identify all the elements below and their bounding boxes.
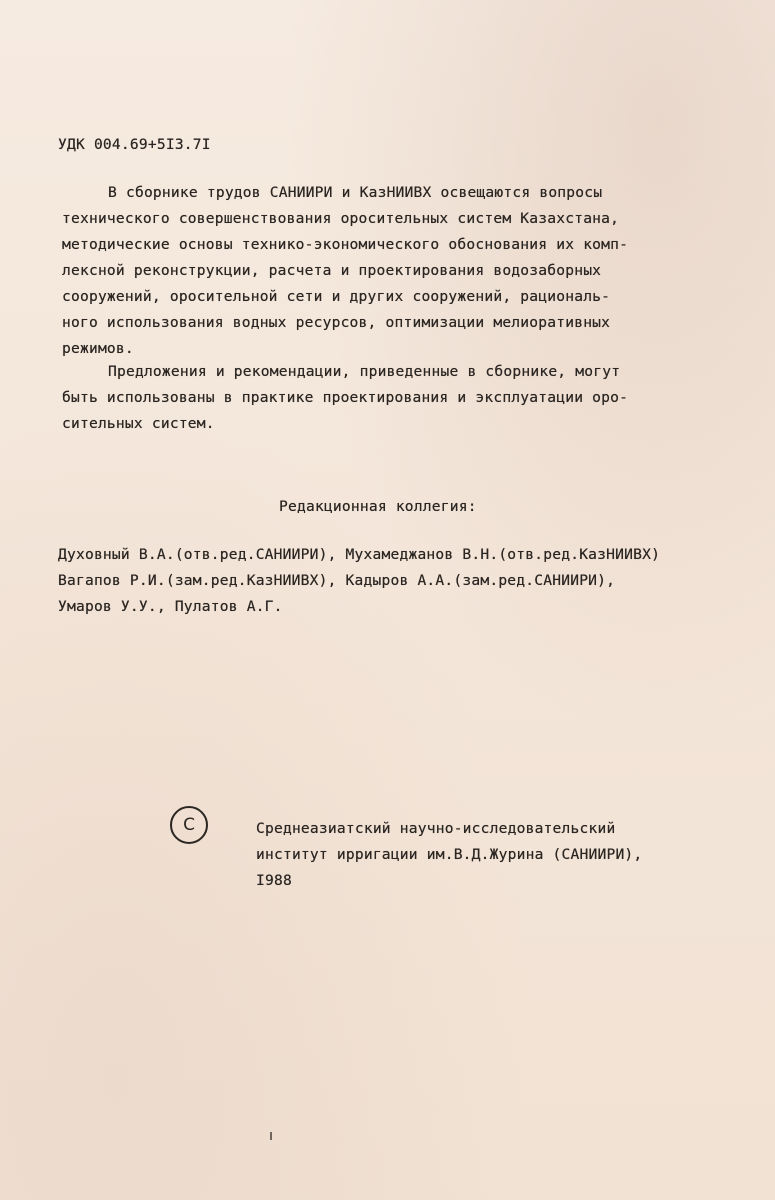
abstract-line: сительных систем. xyxy=(62,415,215,432)
abstract-line: методические основы технико-экономического обоснования их комп- xyxy=(62,236,629,253)
abstract-line: быть использованы в практике проектирования и эксплуатации оро- xyxy=(62,389,629,406)
publisher-block xyxy=(256,816,642,894)
abstract-line: В сборнике трудов САНИИРИ и КазНИИВХ освещаются вопросы xyxy=(108,184,603,201)
editor-line: Умаров У.У., Пулатов А.Г. xyxy=(58,598,283,615)
editorial-board-members xyxy=(58,542,660,620)
abstract-line: Предложения и рекомендации, приведенные в сборнике, могут xyxy=(108,363,621,380)
abstract-line: лексной реконструкции, расчета и проектирования водозаборных xyxy=(62,262,602,279)
udc-code: УДК 004.69+5I3.7I xyxy=(58,136,211,153)
publisher-line: Среднеазиатский научно-исследовательский xyxy=(256,820,616,837)
abstract-line: сооружений, оросительной сети и других сооружений, рациональ- xyxy=(62,288,611,305)
abstract-paragraph-1 xyxy=(62,180,722,362)
publisher-year: I988 xyxy=(256,872,292,889)
editor-line: Духовный В.А.(отв.ред.САНИИРИ), Мухамеджанов В.Н.(отв.ред.КазНИИВХ) xyxy=(58,546,661,563)
abstract-paragraph-2 xyxy=(62,359,722,437)
publisher-line: институт ирригации им.В.Д.Журина (САНИИРИ), xyxy=(256,846,643,863)
abstract-line: режимов. xyxy=(62,340,134,357)
stray-ink-mark xyxy=(270,1132,272,1140)
copyright-icon: C xyxy=(170,806,208,844)
editorial-board-heading: Редакционная коллегия: xyxy=(279,498,477,515)
editor-line: Вагапов Р.И.(зам.ред.КазНИИВХ), Кадыров А.А.(зам.ред.САНИИРИ), xyxy=(58,572,616,589)
abstract-line: технического совершенствования оросительных систем Казахстана, xyxy=(62,210,620,227)
abstract-line: ного использования водных ресурсов, оптимизации мелиоративных xyxy=(62,314,611,331)
